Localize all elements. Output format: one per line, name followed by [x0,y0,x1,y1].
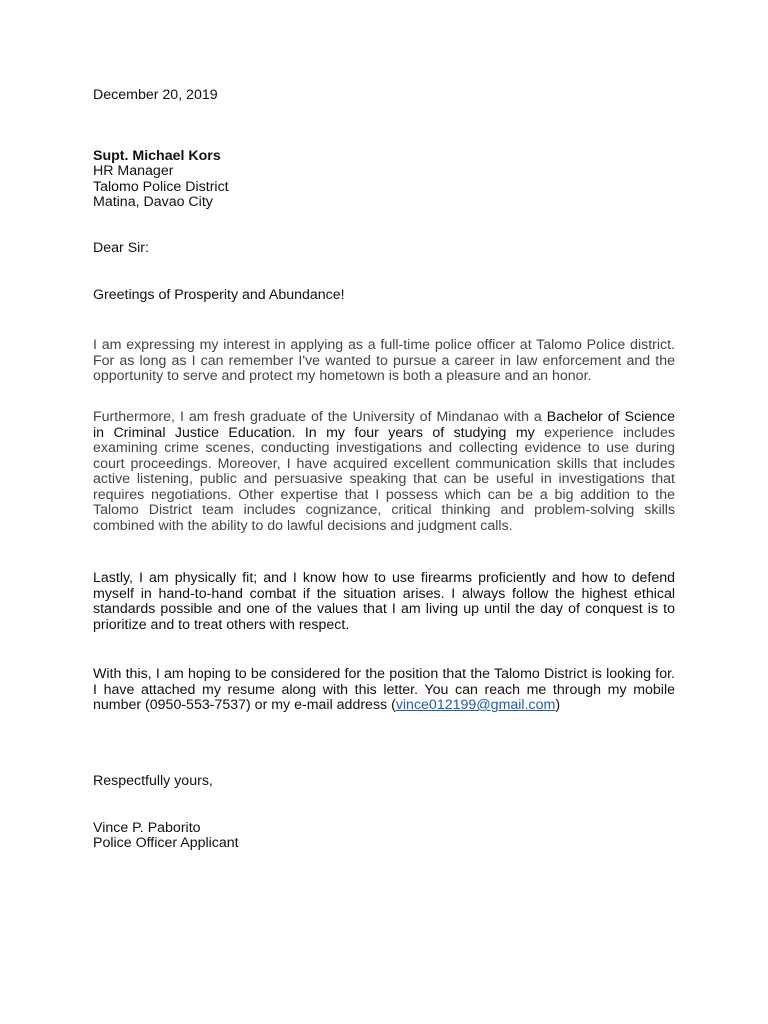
paragraph-contact [93,667,675,714]
paragraph-interest: I am expressing my interest in applying as a full-time police officer at Talomo Police district. For as long as I can remember I've wanted to pursue a career in law enforcement and the opportunity to serve and protect my hometown is both a pleasure and an honor. [93,337,675,384]
signature-title: Police Officer Applicant [93,835,239,851]
letter-date: December 20, 2019 [93,87,218,103]
greeting: Greetings of Prosperity and Abundance! [93,287,345,303]
paragraph-education-part3: experience includes examining crime scenes, conducting investigations and collecting evidence to use during court proceedings. Moreover, I have acquired excellent communication skills that includes active listening, public and persuasive speaking that can be useful in investigations that requires negotiations. Other expertise that I possess which can be a big addition to the Talomo District team includes cognizance, critical thinking and problem-solving skills combined with the ability to do lawful decisions and judgment calls. [93,424,675,534]
paragraph-fitness: Lastly, I am physically fit; and I know how to use firearms proficiently and how to defend myself in hand-to-hand combat if the situation arises. I always follow the highest ethical standards possible and one of the values that I am living up until the day of conquest is to prioritize and to treat others with respect. [93,570,675,633]
email-link[interactable]: vince012199@gmail.com [395,697,556,713]
recipient-address: Matina, Davao City [93,194,213,210]
paragraph-contact-text: With this, I am hoping to be considered for the position that the Talomo District is looking for. I have attached my resume along with this letter. You can reach me through my mobile number (0950-553-7537) or my e-mail address ( [93,666,675,713]
paragraph-education [93,410,675,534]
paragraph-contact-close: ) [555,697,561,713]
signature-name: Vince P. Paborito [93,820,201,836]
recipient-organization: Talomo Police District [93,179,229,195]
paragraph-education-part1: Furthermore, I am fresh graduate of the University of Mindanao with a [93,409,547,425]
paragraph-education-part2: Bachelor of Science in Criminal Justice Education. In my four years of studying my [93,409,675,441]
recipient-title: HR Manager [93,163,174,179]
recipient-name: Supt. Michael Kors [93,148,221,164]
salutation: Dear Sir: [93,240,149,256]
closing: Respectfully yours, [93,773,213,789]
